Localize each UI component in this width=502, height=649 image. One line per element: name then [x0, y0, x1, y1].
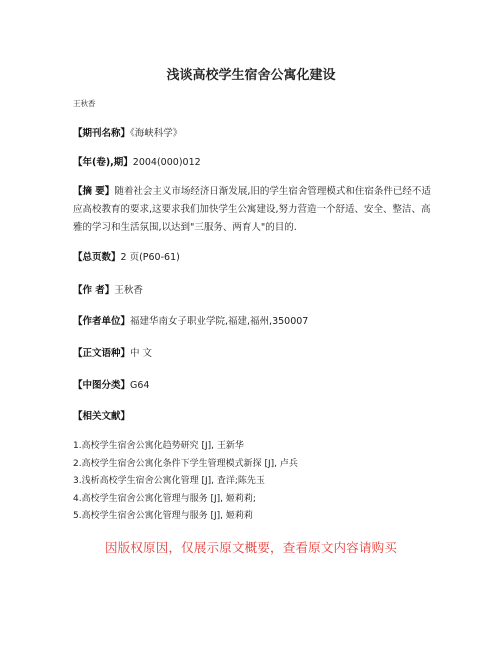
- journal-value: 《海峡科学》: [130, 128, 183, 139]
- clc-field: [73, 377, 433, 395]
- clc-label: 【中图分类】: [73, 380, 131, 391]
- related-field: [73, 408, 433, 426]
- clc-value: G64: [130, 380, 150, 391]
- abstract-field: [73, 183, 433, 237]
- year-issue-label: 【年(卷),期】: [73, 157, 133, 168]
- author-line: 王秋香: [73, 99, 96, 108]
- related-ref-item[interactable]: 3.浅析高校学生宿舍公寓化管理 [J], 査洋;陈先玉: [73, 476, 265, 486]
- language-value: 中 文: [130, 348, 153, 359]
- related-ref-item[interactable]: 4.高校学生宿舍公寓化管理与服务 [J], 姬莉莉;: [73, 493, 256, 504]
- author-field: [73, 282, 433, 300]
- copyright-notice: 因版权原因，仅展示原文概要，查看原文内容请购买: [104, 540, 398, 555]
- pages-value: 2 页(P60-61): [120, 252, 180, 263]
- author-value: 王秋香: [114, 285, 143, 296]
- language-field: [73, 345, 433, 363]
- document-title: 浅谈高校学生宿舍公寓化建设: [166, 68, 336, 83]
- related-ref-item[interactable]: 2.高校学生宿舍公寓化条件下学生管理模式新探 [J], 卢兵: [73, 458, 298, 469]
- year-issue-value: 2004(000)012: [132, 157, 201, 168]
- pages-label: 【总页数】: [73, 252, 121, 263]
- related-ref-item[interactable]: 1.高校学生宿舍公寓化趋势研究 [J], 王新华: [73, 441, 244, 451]
- journal-field: [73, 125, 433, 143]
- related-ref-item[interactable]: 5.高校学生宿舍公寓化管理与服务 [J], 姬莉莉: [73, 511, 253, 521]
- journal-label: 【期刊名称】: [73, 128, 131, 139]
- related-refs-list: [73, 438, 453, 526]
- author-label: 【作 者】: [73, 285, 115, 296]
- abstract-label: 【摘 要】: [73, 186, 115, 197]
- related-label: 【相关文献】: [73, 411, 131, 422]
- affiliation-label: 【作者单位】: [73, 316, 131, 327]
- abstract-value: 随着社会主义市场经济日渐发展,旧的学生宿舍管理模式和住宿条件已经不适应高校教育的要求,这要求我们加快学生公寓建设,努力营造一个舒适、安全、整洁、高雅的学习和生活氛围,以达到"三服务、两育人"的目的.: [73, 186, 431, 233]
- affiliation-field: [73, 313, 433, 331]
- language-label: 【正文语种】: [73, 348, 131, 359]
- pages-field: [73, 249, 433, 267]
- year-issue-field: [73, 154, 433, 172]
- affiliation-value: 福建华南女子职业学院,福建,福州,350007: [130, 316, 309, 327]
